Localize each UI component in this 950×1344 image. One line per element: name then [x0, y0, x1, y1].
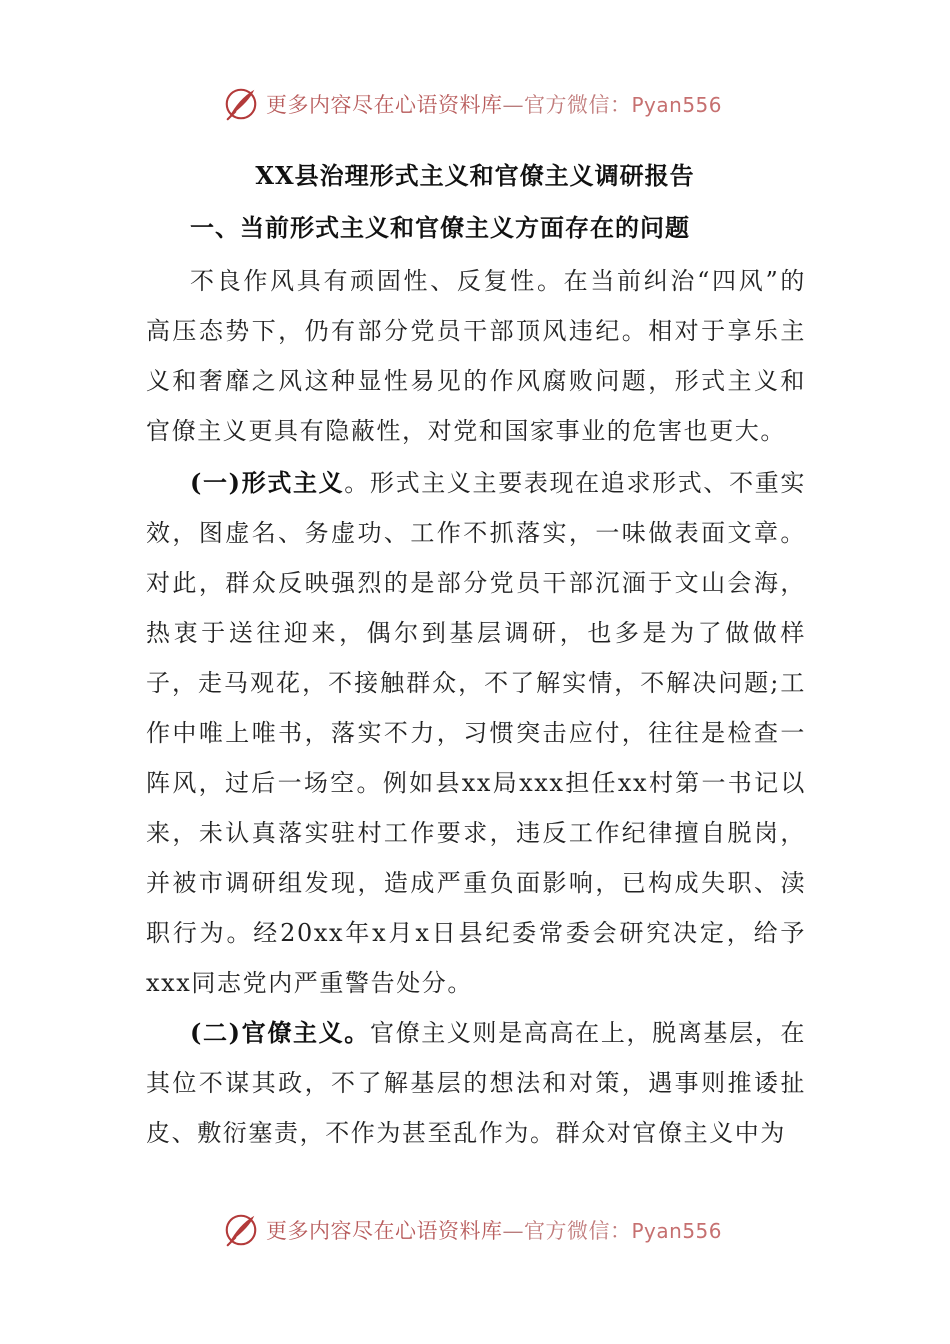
header-watermark-banner: [222, 82, 722, 126]
section-heading: 一、当前形式主义和官僚主义方面存在的问题: [190, 213, 690, 242]
paragraph-3-lead: (二)官僚主义。: [190, 1018, 370, 1047]
banner-text: [266, 89, 722, 119]
paragraph-2-text: [146, 458, 806, 1008]
paragraph-2-lead: (一)形式主义: [190, 468, 345, 497]
banner-title: 更多内容尽在心语资料库: [266, 93, 503, 117]
banner-wechat-label: 官方微信：: [524, 93, 632, 117]
banner-wechat-id: Pyan556: [631, 93, 723, 117]
paragraph-3-text: [146, 1008, 806, 1158]
paragraph-3: [146, 1008, 806, 1158]
document-title: XX县治理形式主义和官僚主义调研报告: [255, 161, 695, 190]
banner-dash: —: [502, 1219, 524, 1243]
banner-text: [266, 1215, 722, 1245]
banner-dash: —: [502, 93, 524, 117]
paragraph-3-body: 官僚主义则是高高在上，脱离基层，在其位不谋其政，不了解基层的想法和对策，遇事则推诿扯皮、敷衍塞责，不作为甚至乱作为。群众对官僚主义中为: [146, 1019, 806, 1147]
paragraph-2: [146, 458, 806, 1008]
banner-wechat-label: 官方微信：: [524, 1219, 632, 1243]
paragraph-2-body: 。形式主义主要表现在追求形式、不重实效，图虚名、务虚功、工作不抓落实，一味做表面文章。对此，群众反映强烈的是部分党员干部沉湎于文山会海，热衷于送往迎来，偶尔到基层调研，也多是为了做做样子，走马观花，不接触群众，不了解实情，不解决问题;工作中唯上唯书，落实不力，习惯突击应付，往往是检查一阵风，过后一场空。例如县xx局xxx担任xx村第一书记以来，未认真落实驻村工作要求，违反工作纪律擅自脱岗，并被市调研组发现，造成严重负面影响，已构成失职、渎职行为。经20xx年x月x日县纪委常委会研究决定，给予xxx同志党内严重警告处分。: [146, 469, 806, 997]
banner-title: 更多内容尽在心语资料库: [266, 1219, 503, 1243]
banner-wechat-id: Pyan556: [631, 1219, 723, 1243]
quill-logo-icon: [222, 85, 260, 123]
paragraph-1: [146, 256, 806, 456]
footer-watermark-banner: [222, 1208, 722, 1252]
paragraph-1-text: 不良作风具有顽固性、反复性。在当前纠治“四风”的高压态势下，仍有部分党员干部顶风违纪。相对于享乐主义和奢靡之风这种显性易见的作风腐败问题，形式主义和官僚主义更具有隐蔽性，对党和国家事业的危害也更大。: [146, 267, 806, 445]
quill-logo-icon: [222, 1211, 260, 1249]
